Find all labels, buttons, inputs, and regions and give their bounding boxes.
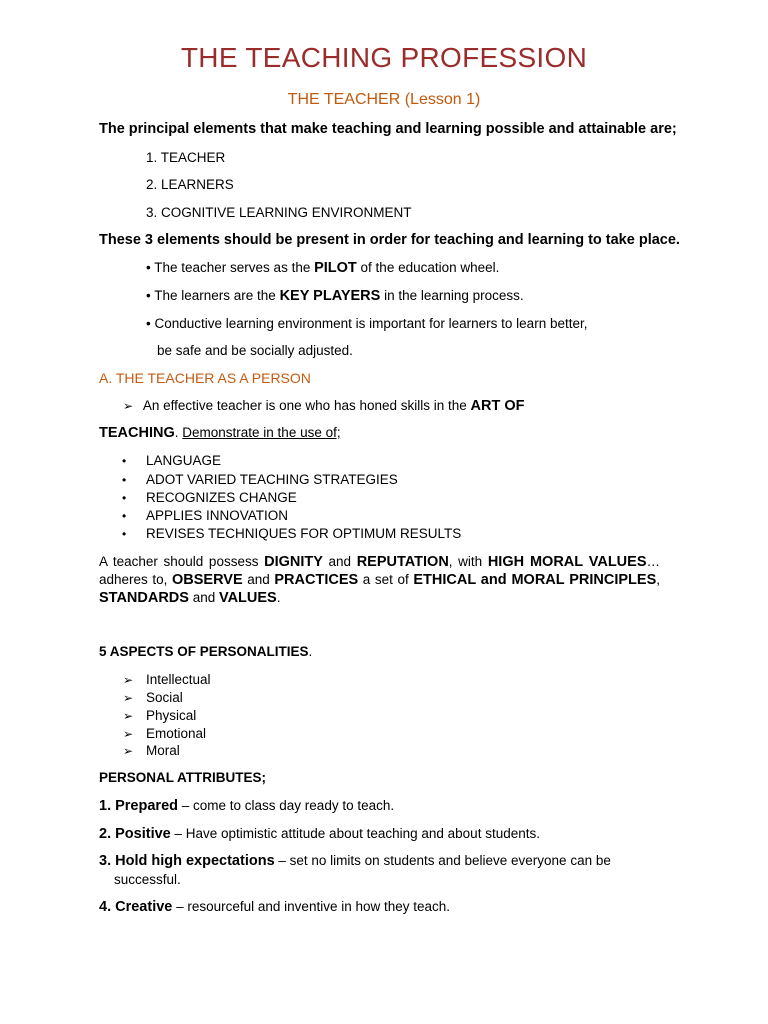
bullet-icon: • [122,473,127,487]
element-item: 1. TEACHER [146,150,226,165]
use-item-label: RECOGNIZES CHANGE [146,490,297,505]
elements-note: These 3 elements should be present in order for teaching and learning to take place. [99,232,680,248]
aspect-item: ➢ Emotional [123,726,207,741]
bullet-icon: • [122,527,127,541]
bullet-icon: • [122,491,127,505]
arrow-bullet-icon: ➢ [123,399,134,413]
use-item-label: REVISES TECHNIQUES FOR OPTIMUM RESULTS [146,526,462,541]
section-a-heading: A. THE TEACHER AS A PERSON [99,370,311,386]
bullet-icon: • [146,260,151,275]
aspects-heading: 5 ASPECTS OF PERSONALITIES. [99,644,313,659]
aspect-item: ➢ Moral [123,743,180,758]
use-item-label: APPLIES INNOVATION [146,508,289,523]
attribute-item: 2. Positive – Have optimistic attitude about teaching and about students. [99,826,540,842]
bullet-icon: • [122,509,127,523]
use-item [122,490,126,505]
role-item: • The learners are the KEY PLAYERS in the learning process. [146,288,524,304]
bullet-icon: • [122,454,127,468]
intro-text: The principal elements that make teaching and learning possible and attainable are; [99,121,677,137]
attribute-item: 3. Hold high expectations – set no limits on students and believe everyone can be [99,853,611,869]
arrow-bullet-icon: ➢ [123,673,134,687]
arrow-bullet-icon: ➢ [123,709,134,723]
effective-teacher-line: ➢ An effective teacher is one who has honed skills in the ART OF [123,398,525,414]
use-item-label: ADOT VARIED TEACHING STRATEGIES [146,472,398,487]
demonstrate-text: Demonstrate in the use of; [182,425,341,440]
arrow-bullet-icon: ➢ [123,744,134,758]
element-item: 2. LEARNERS [146,177,234,192]
lesson-subtitle: THE TEACHER (Lesson 1) [287,91,481,108]
arrow-bullet-icon: ➢ [123,691,134,705]
aspect-item: ➢ Intellectual [123,672,211,687]
page-title: THE TEACHING PROFESSION [180,42,588,73]
role-item: • Conductive learning environment is important for learners to learn better, [146,316,588,331]
teaching-line: TEACHING. Demonstrate in the use of; [99,425,341,441]
use-item [122,508,126,523]
use-item-label: LANGUAGE [146,453,222,468]
use-item [122,453,126,468]
attribute-item: 4. Creative – resourceful and inventive in how they teach. [99,899,451,915]
use-item [122,472,126,487]
attributes-heading: PERSONAL ATTRIBUTES; [99,770,267,785]
possess-paragraph: A teacher should possess DIGNITY and REPUTATION, with HIGH MORAL VALUES… adheres to, OBSERVE and PRACTICES a set of ETHICAL and MORAL PRINCIPLES, STANDARDS and VALUES. [99,554,661,606]
use-item [122,526,126,541]
aspect-item: ➢ Physical [123,708,197,723]
bullet-icon: • [146,316,151,331]
role-item-continuation: be safe and be socially adjusted. [157,343,353,358]
element-item: 3. COGNITIVE LEARNING ENVIRONMENT [146,205,412,220]
arrow-bullet-icon: ➢ [123,727,134,741]
attribute-item: 1. Prepared – come to class day ready to teach. [99,798,395,814]
bullet-icon: • [146,288,151,303]
attribute-item-continuation: successful. [114,872,181,887]
aspect-item: ➢ Social [123,690,183,705]
role-item: • The teacher serves as the PILOT of the education wheel. [146,260,500,276]
